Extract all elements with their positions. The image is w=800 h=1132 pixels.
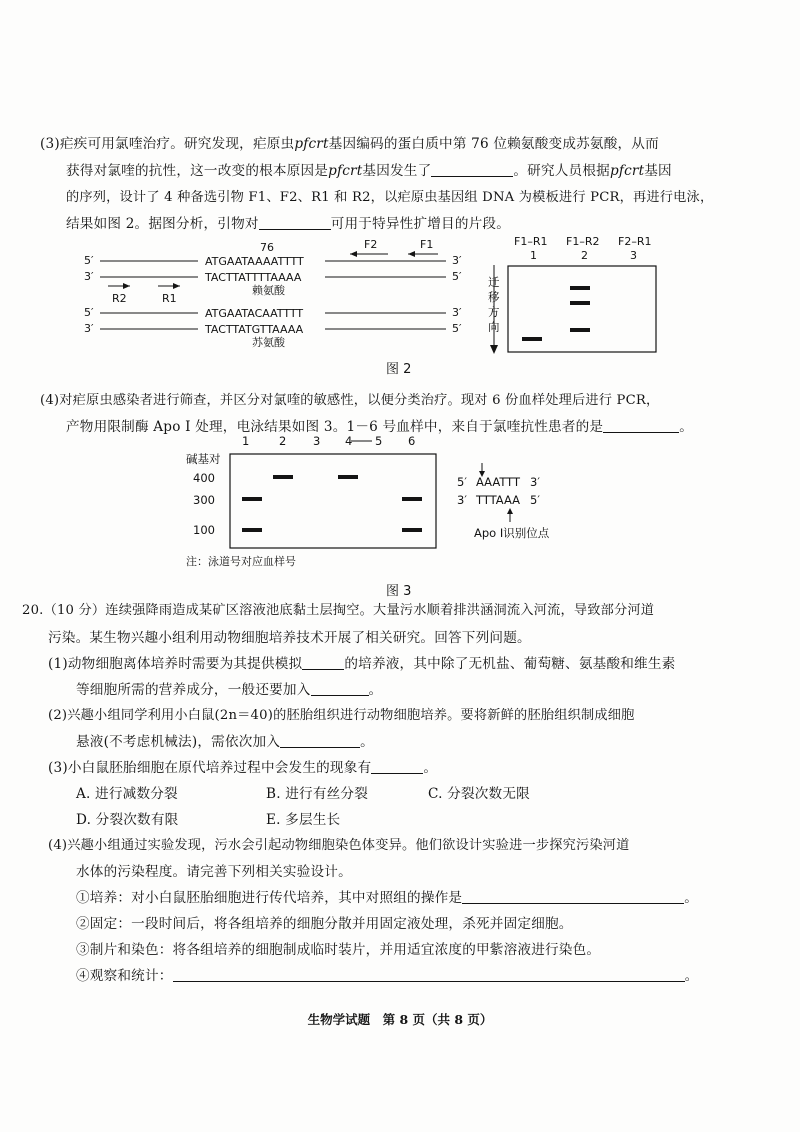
- lane-number: 2: [581, 249, 588, 262]
- primer-f2-label: F2: [364, 238, 378, 251]
- gel-band: [570, 328, 590, 332]
- sequence-bottom-2: TACTTATGTTAAAA: [205, 323, 304, 336]
- bp-label: 300: [193, 493, 215, 507]
- q20-line1: 20.（10 分）连续强降雨造成某矿区溶液池底黏土层掏空。大量污水顺着排洪涵洞流入河流，导致部分河道: [22, 603, 655, 618]
- q3-text: (3)疟疾可用氯喹治疗。研究发现，疟原虫: [40, 136, 295, 152]
- gel-band: [570, 286, 590, 290]
- site-end-label: 5′: [457, 475, 467, 489]
- option-d[interactable]: D. 分裂次数有限: [76, 812, 179, 828]
- q20-s1-line1: [48, 654, 675, 674]
- option-b[interactable]: B. 进行有丝分裂: [266, 786, 368, 802]
- q20-s2-line1: (2)兴趣小组同学利用小白鼠(2n＝40)的胚胎组织进行动物细胞培养。要将新鲜的胚胎组织制成细胞: [48, 708, 635, 723]
- q4-line1: (4)对疟原虫感染者进行筛查，并区分对氯喹的敏感性，以便分类治疗。现对 6 份血样处理后进行 PCR，: [40, 393, 660, 408]
- site-sequence-top: AAATTT: [476, 475, 521, 489]
- site-end-label: 3′: [457, 493, 467, 507]
- site-end-label: 5′: [530, 493, 540, 507]
- q3-line3: 的序列，设计了 4 种备选引物 F1、F2、R1 和 R2，以疟原虫基因组 DNA 为模板进行 PCR，再进行电泳，: [66, 190, 714, 205]
- position-76-label: 76: [260, 241, 274, 254]
- strand-end-label: 3′: [84, 270, 94, 283]
- q20-s1-line2: [76, 680, 382, 700]
- bp-label: 100: [193, 523, 215, 537]
- lane-number: 5: [375, 434, 383, 448]
- migration-label: 迁: [488, 275, 500, 289]
- lane-number: 1: [242, 434, 250, 448]
- gene-name: pfcrt: [328, 163, 363, 179]
- amino-acid-label: 苏氨酸: [252, 336, 285, 349]
- answer-blank[interactable]: [280, 733, 360, 748]
- q3-text: 基因发生了: [362, 163, 432, 179]
- figure-3-caption: 图 3: [386, 584, 412, 599]
- lane-number: 3: [313, 434, 321, 448]
- q20-text: 悬液(不考虑机械法)，需依次加入: [76, 734, 281, 750]
- q20-text: 。: [684, 968, 699, 984]
- q3-text: 基因: [644, 163, 672, 179]
- strand-end-label: 5′: [84, 306, 94, 319]
- gel-band: [522, 337, 542, 341]
- migration-label: 方: [488, 305, 500, 319]
- migration-label: 向: [488, 320, 500, 334]
- page-footer: 生物学试题 第 8 页（共 8 页）: [307, 1012, 493, 1027]
- q3-text: 可用于特异性扩增目的片段。: [330, 216, 511, 232]
- lane-number: 2: [279, 434, 287, 448]
- lane-number: 3: [630, 249, 637, 262]
- figure-2-caption: 图 2: [386, 362, 412, 377]
- option-c[interactable]: C. 分裂次数无限: [428, 786, 530, 802]
- answer-blank[interactable]: [462, 889, 684, 904]
- q20-line2: 污染。某生物兴趣小组利用动物细胞培养技术开展了相关研究。回答下列问题。: [48, 630, 531, 646]
- q4-text: 产物用限制酶 Apo Ⅰ 处理，电泳结果如图 3。1－6 号血样中，来自于氯喹抗性患者的是: [66, 419, 604, 435]
- gel-band: [273, 475, 293, 479]
- answer-blank[interactable]: [302, 655, 344, 670]
- figure-2: [0, 0, 800, 380]
- gel-band: [242, 528, 262, 532]
- site-label: Apo Ⅰ识别位点: [474, 526, 550, 540]
- sequence-top-1: ATGAATAAAATTTT: [205, 255, 304, 268]
- figure-3: [0, 430, 800, 590]
- lane-header: F1–R2: [566, 235, 600, 248]
- gel-band: [242, 497, 262, 501]
- amino-acid-label: 赖氨酸: [252, 284, 285, 297]
- q3-text: 基因编码的蛋白质中第 76 位赖氨酸变成苏氨酸，从而: [328, 136, 659, 152]
- sequence-bottom-1: ATGAATACAATTTT: [205, 307, 304, 320]
- gel-band: [338, 475, 358, 479]
- step-2: ②固定：一段时间后，将各组培养的细胞分散并用固定液处理，杀死并固定细胞。: [76, 916, 573, 932]
- gel-band: [402, 528, 422, 532]
- strand-end-label: 5′: [452, 322, 462, 335]
- bp-axis-label: 碱基对: [186, 452, 221, 466]
- site-sequence-bottom: TTTAAA: [476, 493, 521, 507]
- strand-end-label: 3′: [84, 322, 94, 335]
- q3-text: 获得对氯喹的抗性，这一改变的根本原因是: [66, 163, 329, 179]
- q20-text: 。: [423, 760, 438, 776]
- lane-number: 4: [345, 434, 353, 448]
- q20-text: (3)小白鼠胚胎细胞在原代培养过程中会发生的现象有: [48, 760, 372, 776]
- lane-number: 1: [530, 249, 537, 262]
- answer-blank[interactable]: [311, 681, 369, 696]
- q20-text: ④观察和统计：: [76, 968, 173, 984]
- primer-r1-label: R1: [162, 292, 177, 305]
- primer-r2-label: R2: [112, 292, 127, 305]
- q20-s4-line2: 水体的污染程度。请完善下列相关实验设计。: [76, 864, 352, 880]
- gel-band: [402, 497, 422, 501]
- q20-s4-line1: (4)兴趣小组通过实验发现，污水会引起动物细胞染色体变异。他们欲设计实验进一步探究污染河道: [48, 838, 630, 853]
- lane-header: F2–R1: [618, 235, 652, 248]
- step-4: [76, 966, 698, 986]
- q20-text: 的培养液，其中除了无机盐、葡萄糖、氨基酸和维生素: [344, 656, 676, 672]
- q20-text: ①培养：对小白鼠胚胎细胞进行传代培养，其中对照组的操作是: [76, 890, 463, 906]
- q20-text: 。: [368, 682, 383, 698]
- q3-text: 。研究人员根据: [513, 163, 610, 179]
- option-a[interactable]: A. 进行减数分裂: [76, 786, 178, 802]
- site-end-label: 3′: [530, 475, 540, 489]
- option-e[interactable]: E. 多层生长: [266, 812, 341, 828]
- bp-label: 400: [193, 471, 215, 485]
- answer-blank[interactable]: [371, 759, 423, 774]
- lane-number: 6: [408, 434, 416, 448]
- gel-band: [570, 301, 590, 305]
- step-3: ③制片和染色：将各组培养的细胞制成临时装片，并用适宜浓度的甲紫溶液进行染色。: [76, 942, 601, 958]
- sequence-top-2: TACTTATTTTAAAA: [205, 271, 302, 284]
- strand-end-label: 5′: [84, 254, 94, 267]
- gene-name: pfcrt: [609, 163, 645, 179]
- q4-text: 。: [679, 419, 694, 435]
- q20-s2-line2: [76, 732, 374, 752]
- gene-name: pfcrt: [294, 136, 329, 152]
- migration-label: 移: [488, 290, 500, 304]
- strand-end-label: 5′: [452, 270, 462, 283]
- q20-text: 等细胞所需的营养成分，一般还要加入: [76, 682, 311, 698]
- q20-text: 。: [684, 890, 699, 906]
- q3-text: 结果如图 2。据图分析，引物对: [66, 216, 259, 232]
- primer-f1-label: F1: [420, 238, 434, 251]
- strand-end-label: 3′: [452, 306, 462, 319]
- answer-blank[interactable]: [173, 967, 685, 982]
- q20-text: (1)动物细胞离体培养时需要为其提供模拟: [48, 656, 303, 672]
- lane-header: F1–R1: [514, 235, 548, 248]
- q20-text: 。: [360, 734, 374, 750]
- q20-s3: [48, 758, 437, 778]
- strand-end-label: 3′: [452, 254, 462, 267]
- step-1: [76, 888, 698, 908]
- figure-3-note: 注：泳道号对应血样号: [186, 555, 296, 568]
